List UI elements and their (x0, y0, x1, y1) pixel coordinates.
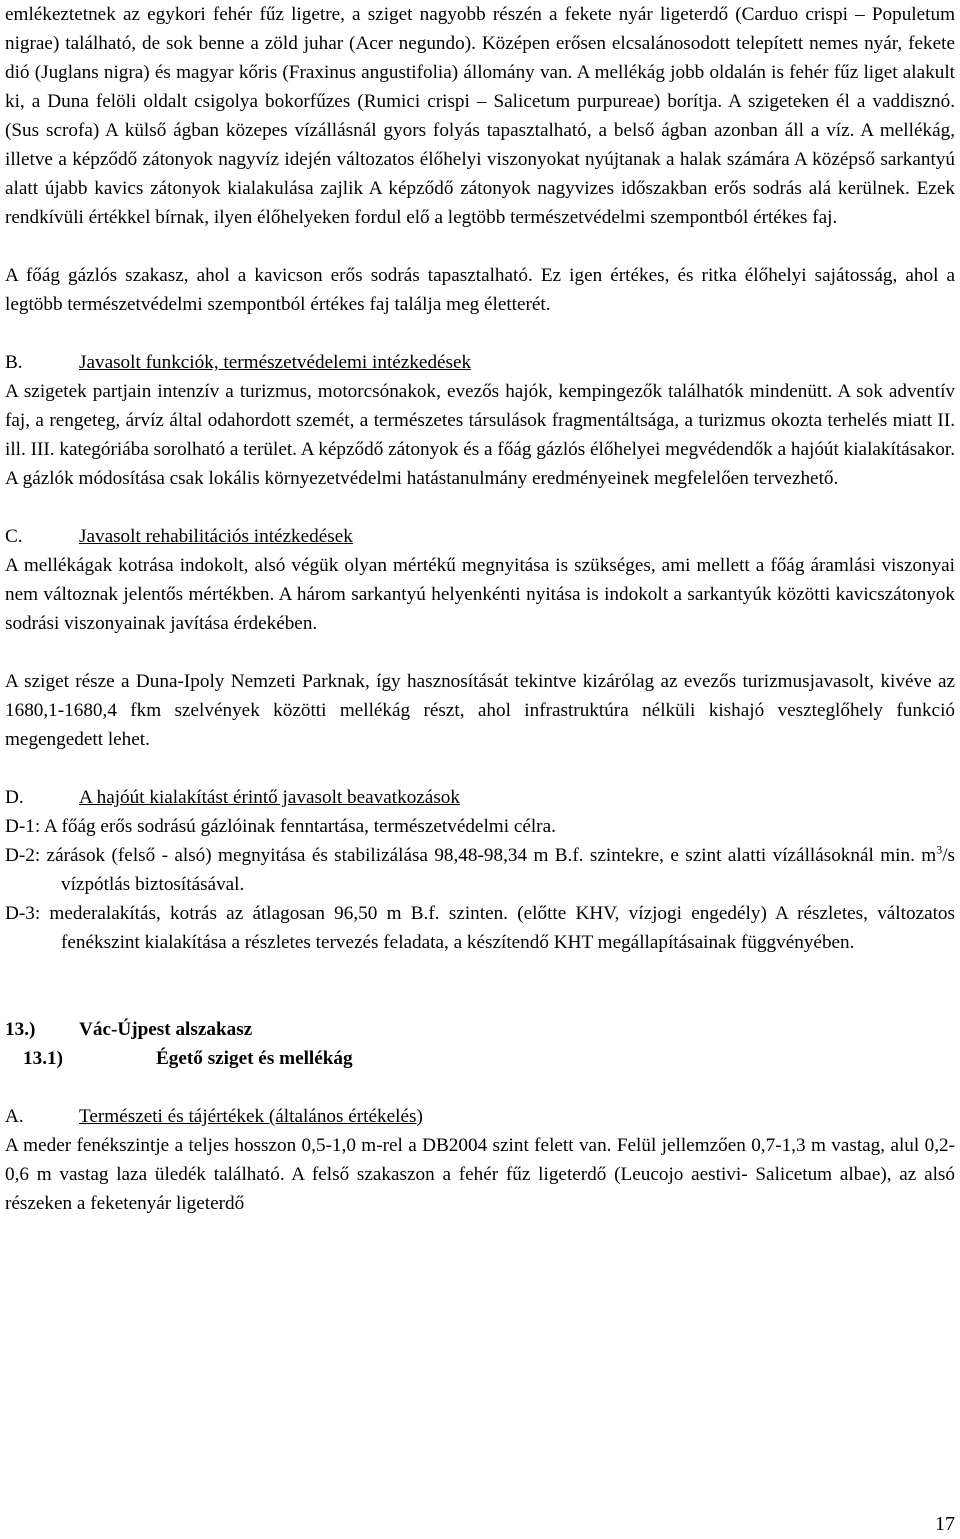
section-d-title: A hajóút kialakítást érintő javasolt beavatkozások (79, 787, 460, 808)
section-a-heading (5, 1102, 955, 1131)
foag-paragraph: A főág gázlós szakasz, ahol a kavicson erős sodrás tapasztalható. Ez igen értékes, és ritka élőhelyi sajátosság, ahol a legtöbb természetvédelmi szempontból értékes faj találja meg életterét. (5, 265, 955, 315)
section-a-heading-text (5, 1106, 423, 1127)
section-c-body2: A sziget része a Duna-Ipoly Nemzeti Parknak, így hasznosítását tekintve kizárólag az evezős turizmusjavasolt, kivéve az 1680,1-1680,4 fkm szelvények közötti mellékág részt, ahol infrastruktúra nélküli kishajó veszteglőhely funkció megengedett lehet. (5, 671, 955, 750)
section-b-letter: B. (5, 352, 23, 373)
section-c-heading-text (5, 526, 353, 547)
section-a-body: A meder fenékszintje a teljes hosszon 0,5-1,0 m-rel a DB2004 szint felett van. Felül jellemzően 0,7-1,3 m vastag, alul 0,2-0,6 m vastag laza üledék található. A felső szakaszon a fehér fűz ligeterdő (Leucojo aestivi- Salicetum albae), az alsó részeken a feketenyár ligeterdő (5, 1135, 955, 1214)
heading-13 (5, 1015, 955, 1044)
section-a-letter: A. (5, 1106, 24, 1127)
section-d-letter: D. (5, 787, 24, 808)
section-c-heading (5, 522, 955, 551)
section-b-heading (5, 348, 955, 377)
section-b-heading-text (5, 352, 471, 373)
item-d1: D-1: A főág erős sodrású gázlóinak fenntartása, természetvédelmi célra. (5, 816, 556, 837)
section-c-title: Javasolt rehabilitációs intézkedések (79, 526, 353, 547)
document-page (5, 0, 955, 1218)
item-d2-text-b: /s vízpótlás biztosításával. (61, 845, 955, 895)
heading-13-1-title: Égető sziget és mellékág (156, 1048, 353, 1069)
section-c-body: A mellékágak kotrása indokolt, alsó végük olyan mértékű megnyitása is szükséges, ami mellett a főág áramlási viszonyai nem változnak jelentős mértékben. A három sarkantyú helyenkénti nyitása is indokolt a sarkantyúk közötti kavicszátonyok sodrási viszonyainak javítása érdekében. (5, 555, 955, 634)
heading-13-1 (5, 1044, 955, 1073)
item-d2-sup: 3 (936, 842, 943, 857)
item-d2 (5, 841, 955, 899)
heading-13-1-number: 13.1) (23, 1048, 63, 1069)
section-d-heading-text (5, 787, 460, 808)
section-b-body: A szigetek partjain intenzív a turizmus, motorcsónakok, evezős hajók, kempingezők találhatók mindenütt. A sok adventív faj, a rengeteg, árvíz által odahordott szemét, a természetes társulások fragmentáltsága, a turizmus okozta terhelés miatt II. ill. III. kategóriába sorolható a terület. A képződő zátonyok és a főág gázlós élőhelyei megvédendők a hajóút kialakításakor. A gázlók módosítása csak lokális környezetvédelmi hatástanulmány eredményeinek megfelelően tervezhető. (5, 381, 955, 489)
page-number: 17 (935, 1513, 955, 1535)
intro-paragraph: emlékeztetnek az egykori fehér fűz ligetre, a sziget nagyobb részén a fekete nyár ligeterdő (Carduo crispi – Populetum nigrae) található, de sok benne a zöld juhar (Acer negundo). Középen erősen elcsalánosodott telepített nemes nyár, fekete dió (Juglans nigra) és magyar kőris (Fraxinus angustifolia) állomány van. A mellékág jobb oldalán is fehér fűz liget alakult ki, a Duna felöli oldalt csigolya bokorfűzes (Rumici crispi – Salicetum purpureae) borítja. A szigeteken él a vaddisznó. (Sus scrofa) A külső ágban közepes vízállásnál gyors folyás tapasztalható, a belső ágban azonban áll a víz. A mellékág, illetve a képződő zátonyok nagyvíz idején változatos élőhelyi viszonyokat nyújtanak a halak számára A középső sarkantyú alatt újabb kavics zátonyok kialakulása zajlik A képződő zátonyok nagyvizes időszakban erős sodrás alá kerülnek. Ezek rendkívüli értékkel bírnak, ilyen élőhelyeken fordul elő a legtöbb természetvédelmi szempontból értékes faj. (5, 4, 955, 228)
item-d2-text-a: D-2: zárások (felső - alsó) megnyitása és stabilizálása 98,48-98,34 m B.f. szintekre, e szint alatti vízállásoknál min. m (5, 845, 937, 866)
item-d3: D-3: mederalakítás, kotrás az átlagosan 96,50 m B.f. szinten. (előtte KHV, vízjogi engedély) A részletes, változatos fenékszint kialakítása a részletes tervezés feladata, a készítendő KHT megállapításainak függvényében. (5, 903, 955, 953)
section-a-title: Természeti és tájértékek (általános értékelés) (79, 1106, 423, 1127)
heading-13-title: Vác-Újpest alszakasz (79, 1019, 253, 1040)
section-c-letter: C. (5, 526, 23, 547)
heading-13-number: 13.) (5, 1019, 36, 1040)
section-d-heading (5, 783, 955, 812)
section-b-title: Javasolt funkciók, természetvédelemi intézkedések (79, 352, 472, 373)
